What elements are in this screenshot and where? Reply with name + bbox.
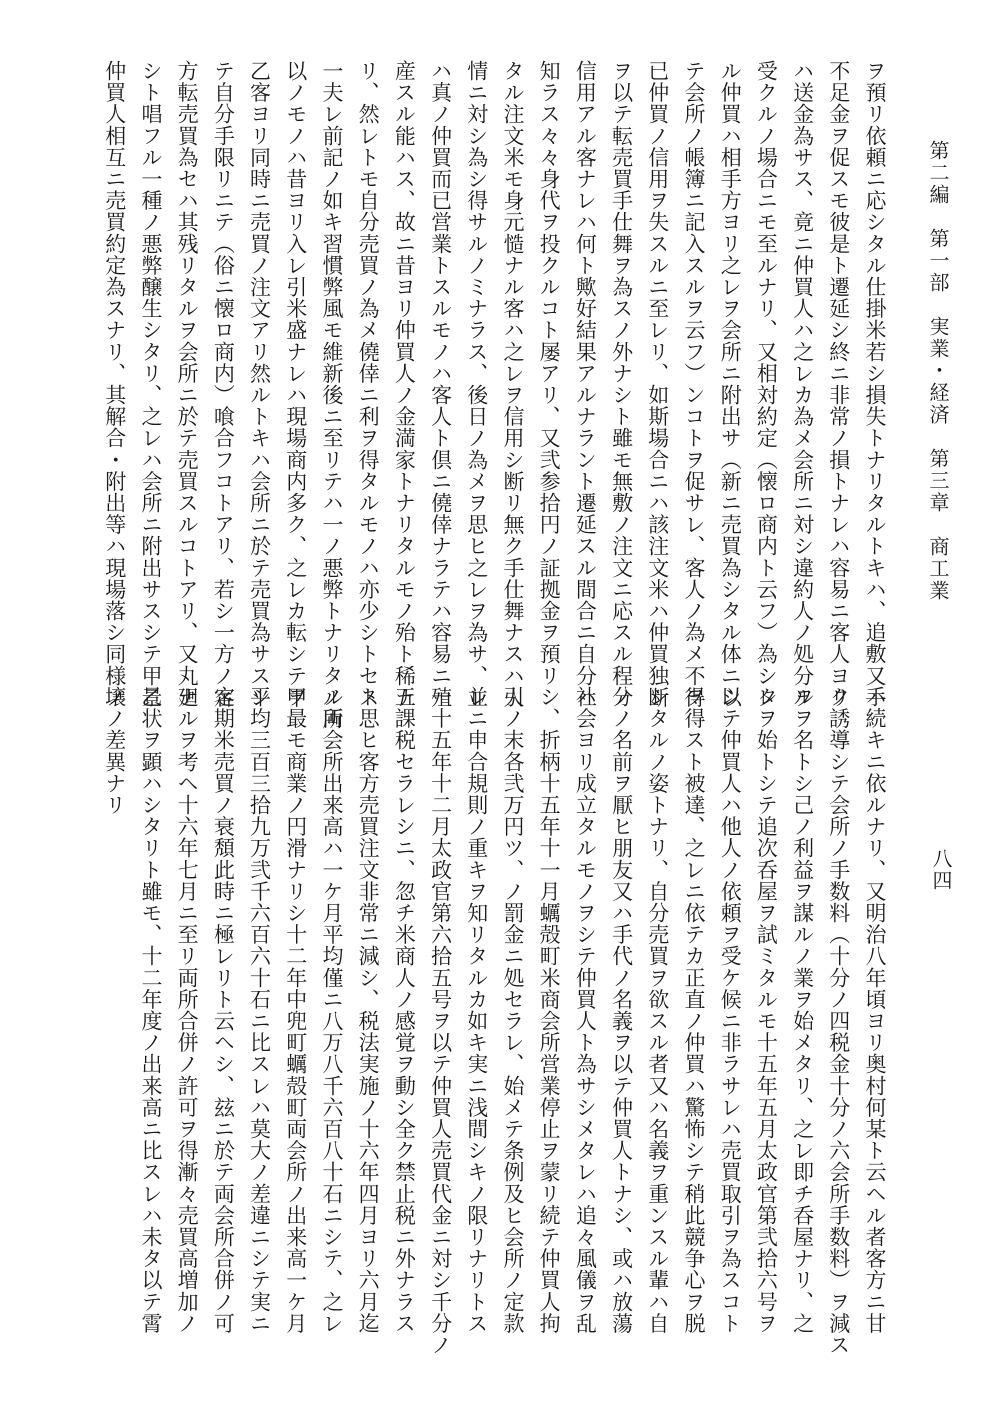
text-column: 引ノ末各弐万円ツ、ノ罰金ニ処セラレ、始メテ条例及ヒ会所ノ定款 — [500, 686, 525, 1334]
text-column: 五課税セラレシニ、忽チ米商人ノ感覚ヲ動シ全ク禁止税ニ外ナラス — [392, 686, 417, 1334]
text-column: 手続キニ依ルナリ、又明治八年頃ヨリ奥村何某ト云ヘル者客方ニ甘 — [863, 686, 887, 1334]
text-column: 以ノモノハ昔ヨリ入レ引米盛ナレハ現場商内多ク、之レカ転シテ甲 — [283, 60, 308, 708]
running-header: 第二編 第一部 実業・経済 第三章 商工業 — [926, 140, 950, 602]
text-column: ル仲買ハ相手方ヨリ之レヲ会所ニ附出サ（新ニ売買為シタル体ニシ — [718, 60, 743, 708]
text-column: ハ真ノ仲買而已営業トスルモノハ客人ト倶ニ僥倖ナラテハ容易ニ殖 — [428, 60, 453, 708]
text-column: ヲ得スト被達、之レニ依テカ正直ノ仲買ハ驚怖シテ稍此競争心ヲ脱 — [681, 686, 706, 1334]
text-column: ヲ預リ依頼ニ応シタル仕掛米若シ損失トナリタルトキハ、追敷又ハ — [863, 60, 887, 708]
text-column: 定期米売買ノ衰頽此時ニ極レリト云ヘシ、玆ニ於テ両会所合併ノ可 — [211, 686, 236, 1334]
text-column: テ自分手限リニテ（俗ニ懐ロ商内）喰合フコトアリ、若シ一方ノ客 — [211, 60, 236, 708]
text-column: ルヲ名トシ己ノ利益ヲ謀ルノ業ヲ始メタリ、之レ即チ呑屋ナリ、之 — [790, 686, 815, 1334]
text-column: シタルノ姿トナリ、自分売買ヲ欲スル者又ハ名義ヲ重ンスル輩ハ自 — [645, 686, 670, 1334]
text-column: 一夫レ前記ノ如キ習慣弊風モ維新後ニ至リテハ一ノ悪弊トナリタル所 — [319, 60, 344, 730]
page-number: 八四 — [929, 848, 953, 892]
text-column: レヲ始トシテ追次呑屋ヲ試ミタルモ十五年五月太政官第弐拾六号ヲ — [754, 686, 779, 1334]
text-column: 社会ヨリ成立タルモノヲシテ仲買人ト為サシメタレハ追々風儀ヲ乱 — [573, 686, 598, 1334]
text-column: 以テ仲買人ハ他人ノ依頼ヲ受ケ候ニ非ラサレハ売買取引ヲ為スコト — [718, 686, 743, 1334]
text-column: 乙客ヨリ同時ニ売買ノ注文アリ然ルトキハ会所ニ於テ売買為サスシ — [247, 60, 272, 708]
text-column: ノ両会所出来高ハ一ケ月平均僅ニ八万八千六百八十石ニシテ、之レ — [319, 686, 344, 1334]
text-column: シト唱フル一種ノ悪弊醸生シタリ、之レハ会所ニ附出サスシテ甲乙 — [138, 60, 163, 708]
text-column: 已仲買ノ信用ヲ失スルニ至レリ、如斯場合ニハ該注文米ハ仲買独断 — [645, 60, 670, 708]
text-column: ハ送金為サス、竟ニ仲買人ハ之レカ為メ会所ニ対シ違約人ノ処分ヲ — [790, 60, 815, 708]
text-column: ク誘導シテ会所ノ手数料（十分ノ四税金十分ノ六会所手数料）ヲ減ス — [826, 686, 851, 1356]
text-column: 一十五年十二月太政官第六拾五号ヲ以テ仲買人売買代金ニ対シ千分ノ — [428, 686, 453, 1356]
text-column: 信用アル客ナレハ何ト歟好結果アルナラント遷延スル間合ニ自分ハ — [573, 60, 598, 708]
text-column: 方転売買為セハ其残リタルヲ会所ニ於テ売買スルコトアリ、又丸廻 — [175, 60, 200, 708]
text-column: 不足金ヲ促スモ彼是ト遷延シ終ニ非常ノ損トナレハ容易ニ客人ヨリ — [826, 60, 851, 708]
text-column: ト思ヒ客方売買注文非常ニ減シ、税法実施ノ十六年四月ヨリ六月迄 — [356, 686, 381, 1334]
text-column: 情ニ対シ為シ得サルノミナラス、後日ノ為メヲ思ヒ之レヲ為サ、レ — [464, 60, 489, 708]
text-column: 産スル能ハス、故ニ昔ヨリ仲買人ノ金満家トナリタルモノ殆ト稀ナ — [392, 60, 417, 708]
text-column: 平均三百三拾九万弐千六百六十石ニ比スレハ莫大ノ差違ニシテ実ニ — [247, 686, 272, 1334]
text-column: 知ラス々々身代ヲ投クルコト屡アリ、又弐参拾円ノ証拠金ヲ預リ — [537, 60, 562, 687]
text-column: リ、然レトモ自分売買ノ為メ僥倖ニ利ヲ得タルモノハ亦少シトセス — [356, 60, 381, 708]
text-column: ナルヲ考ヘ十六年七月ニ至リ両所合併ノ許可ヲ得漸々売買高増加ノ — [175, 686, 200, 1334]
text-column: シ、折柄十五年十一月蠣殻町米商会所営業停止ヲ蒙リ続テ仲買人拘 — [537, 686, 562, 1334]
text-column: 景状ヲ顕ハシタリト雖モ、十二年度ノ出来高ニ比スレハ未タ以テ霄 — [138, 686, 163, 1334]
upper-text-block — [60, 60, 893, 730]
text-column: 分ノ名前ヲ厭ヒ朋友又ハ手代ノ名義ヲ以テ仲買人トナシ、或ハ放蕩 — [609, 686, 634, 1334]
text-column: 壌ノ差異ナリ — [102, 686, 127, 816]
lower-text-block — [60, 686, 893, 1376]
text-column: タル注文米モ身元慥ナル客ハ之レヲ信用シ断リ無ク手仕舞ナスハ人 — [500, 60, 525, 708]
text-column: 受クルノ場合ニモ至ルナリ、又相対約定（懐ロ商内ト云フ）為シタ — [754, 60, 779, 708]
text-column: 並ニ申合規則ノ重キヲ知リタルカ如キ実ニ浅間シキノ限リナリトス — [464, 686, 489, 1334]
text-column: ヲ以テ転売買手仕舞ヲ為スノ外ナシト雖モ無敷ノ注文ニ応スル程ノ — [609, 60, 634, 708]
text-column: テ会所ノ帳簿ニ記入スルヲ云フ）ンコトヲ促サレ、客人ノ為メ不得 — [681, 60, 706, 708]
text-column: ヲ最モ商業ノ円滑ナリシ十二年中兜町蠣殻町両会所ノ出来高一ケ月 — [283, 686, 308, 1334]
text-column: 仲買人相互ニ売買約定為スナリ、其解合・附出等ハ現場落シ同様ノ — [102, 60, 127, 708]
